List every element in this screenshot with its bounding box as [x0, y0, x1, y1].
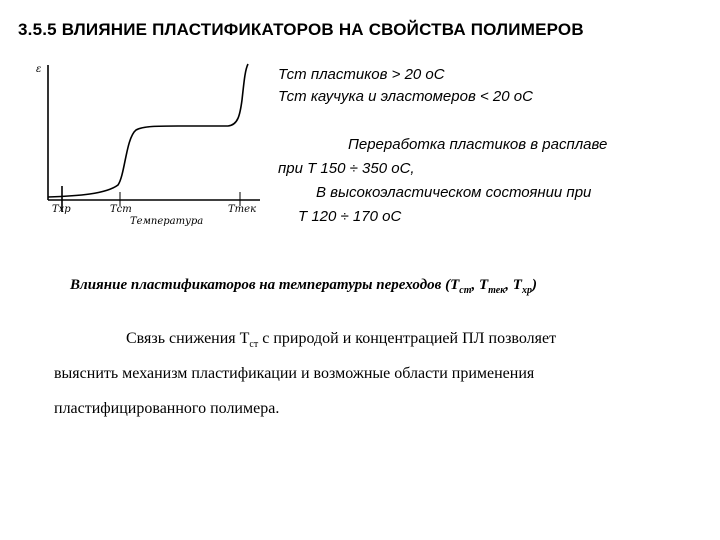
note-line-5: В высокоэластическом состоянии при — [316, 184, 592, 201]
note-line-2: Тст каучука и эластомеров < 20 oC — [278, 88, 533, 105]
note-line-1: Тст пластиков > 20 oC — [278, 66, 445, 83]
slide-title: 3.5.5 ВЛИЯНИЕ ПЛАСТИФИКАТОРОВ НА СВОЙСТВА ПОЛИМЕРОВ — [18, 20, 584, 39]
label-ttek: Ттек — [228, 204, 257, 215]
paragraph-line-1: Связь снижения $Т_{ст}$ с природой и концентрацией ПЛ позволяет — [126, 330, 557, 351]
figure-caption: Влияние пластификаторов на температуры переходов ($Т_{ст}$, $Т_{тек}$, $Т_{хр}$) — [70, 277, 537, 296]
paragraph-line-3: пластифицированного полимера. — [54, 400, 280, 417]
label-txr: Тхр — [52, 204, 71, 215]
paragraph-line-2: выяснить механизм пластификации и возможные области применения — [54, 365, 535, 382]
note-line-4: при Т 150 ÷ 350 oC, — [278, 160, 415, 177]
note-line-6: Т 120 ÷ 170 oC — [298, 208, 402, 225]
y-axis-label: ε — [36, 64, 42, 75]
label-tst: Тст — [110, 204, 132, 215]
note-line-3: Переработка пластиков в расплаве — [348, 136, 608, 153]
thermomechanical-curve-graph — [28, 60, 268, 240]
deformation-curve — [48, 64, 248, 197]
x-axis-label: Температура — [130, 216, 204, 227]
